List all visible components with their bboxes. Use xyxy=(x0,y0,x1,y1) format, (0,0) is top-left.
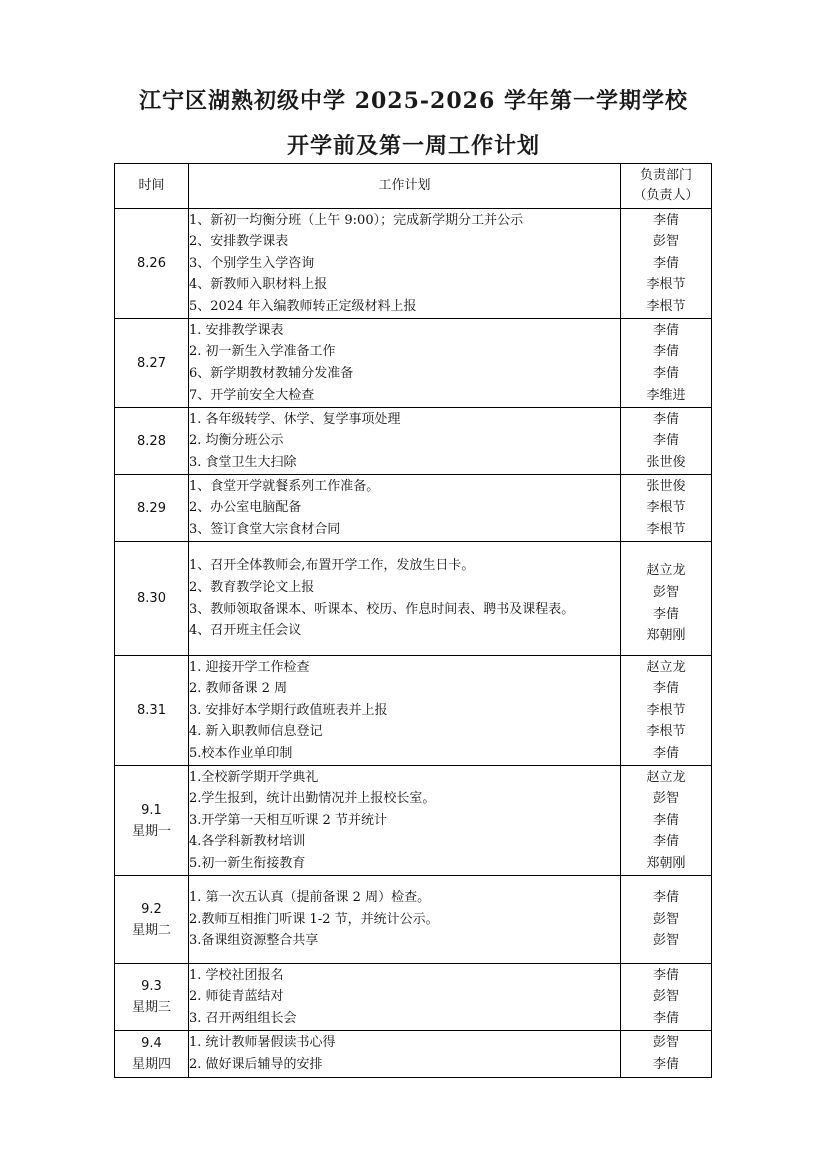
row-responsible-cell xyxy=(621,1031,712,1078)
row-responsible-cell xyxy=(621,766,712,876)
row-date-cell xyxy=(115,542,189,656)
task-item: 4. 新入职教师信息登记 xyxy=(189,724,323,740)
row-date-cell xyxy=(115,1031,189,1078)
responsible-person: 李倩 xyxy=(652,322,679,338)
responsible-person: 赵立龙 xyxy=(646,659,686,675)
task-item: 3. 食堂卫生大扫除 xyxy=(189,454,297,470)
row-date: 9.1 xyxy=(141,802,162,818)
row-responsible-cell xyxy=(621,542,712,656)
responsible-person: 李根节 xyxy=(646,702,686,718)
header-time: 时间 xyxy=(115,164,189,209)
row-tasks-cell xyxy=(189,766,621,876)
row-tasks-cell xyxy=(189,408,621,475)
task-item: 1、食堂开学就餐系列工作准备。 xyxy=(189,478,380,494)
task-item: 3. 安排好本学期行政值班表并上报 xyxy=(189,702,388,718)
row-date: 9.4 xyxy=(141,1036,162,1051)
row-date-cell xyxy=(115,964,189,1031)
task-item: 2. 师徒青蓝结对 xyxy=(189,989,284,1005)
responsible-person: 李倩 xyxy=(652,1010,679,1026)
task-item: 1. 迎接开学工作检查 xyxy=(189,659,310,675)
row-tasks-cell xyxy=(189,475,621,542)
task-item: 5.初一新生衔接教育 xyxy=(189,855,306,871)
row-date: 8.31 xyxy=(137,703,166,718)
row-date: 9.3 xyxy=(141,979,162,994)
row-responsible-cell xyxy=(621,656,712,766)
task-item: 2.学生报到，统计出勤情况并上报校长室。 xyxy=(189,791,436,807)
table-row xyxy=(115,408,712,475)
table-row xyxy=(115,876,712,964)
task-item: 2. 均衡分班公示 xyxy=(189,433,284,449)
responsible-person: 李倩 xyxy=(652,1057,679,1072)
task-item: 1. 各年级转学、休学、复学事项处理 xyxy=(189,411,401,427)
task-item: 2、办公室电脑配备 xyxy=(189,500,302,516)
task-item: 5.校本作业单印制 xyxy=(189,745,293,761)
row-date: 8.29 xyxy=(137,500,166,516)
task-item: 2. 教师备课 2 周 xyxy=(189,681,288,697)
work-plan-table xyxy=(114,163,712,1078)
responsible-person: 彭智 xyxy=(652,791,679,807)
responsible-person: 李倩 xyxy=(652,344,679,360)
responsible-person: 李维进 xyxy=(646,387,686,403)
responsible-person: 李倩 xyxy=(652,606,679,622)
row-date: 8.30 xyxy=(137,591,166,606)
row-tasks-cell xyxy=(189,209,621,319)
row-tasks-cell xyxy=(189,964,621,1031)
task-item: 3、教师领取备课本、听课本、校历、作息时间表、聘书及课程表。 xyxy=(189,601,575,617)
row-date-cell xyxy=(115,408,189,475)
row-responsible-cell xyxy=(621,964,712,1031)
row-tasks-cell xyxy=(189,542,621,656)
responsible-person: 李倩 xyxy=(652,890,679,906)
responsible-person: 郑朝刚 xyxy=(646,855,686,871)
responsible-person: 李倩 xyxy=(652,212,679,228)
row-date: 8.26 xyxy=(137,256,166,271)
table-row xyxy=(115,964,712,1031)
table-header-row xyxy=(115,164,712,209)
task-item: 3. 召开两组组长会 xyxy=(189,1010,297,1026)
responsible-person: 李倩 xyxy=(652,411,679,427)
table-row xyxy=(115,766,712,876)
responsible-person: 李倩 xyxy=(652,967,679,983)
responsible-person: 李根节 xyxy=(646,298,686,314)
table-row xyxy=(115,209,712,319)
document-title-line1: 江宁区湖熟初级中学 2025-2026 学年第一学期学校 xyxy=(139,88,688,114)
responsible-person: 李倩 xyxy=(652,834,679,850)
task-item: 4.各学科新教材培训 xyxy=(189,834,306,850)
task-item: 1、新初一均衡分班（上午 9:00）；完成新学期分工并公示 xyxy=(189,212,524,228)
row-date: 8.28 xyxy=(137,433,166,449)
document-title-line2: 开学前及第一周工作计划 xyxy=(286,133,540,159)
responsible-person: 李根节 xyxy=(646,521,686,537)
row-date-cell xyxy=(115,656,189,766)
responsible-person: 彭智 xyxy=(652,933,679,949)
task-item: 2.教师互相推门听课 1-2 节，并统计公示。 xyxy=(189,911,439,927)
table-row xyxy=(115,542,712,656)
row-date-cell xyxy=(115,766,189,876)
responsible-person: 彭智 xyxy=(652,1035,679,1051)
row-date-cell xyxy=(115,209,189,319)
row-tasks-cell xyxy=(189,319,621,408)
responsible-person: 李倩 xyxy=(652,255,679,271)
task-item: 1. 第一次五认真（提前备课 2 周）检查。 xyxy=(189,890,431,906)
task-item: 1.全校新学期开学典礼 xyxy=(189,769,319,785)
task-item: 6、新学期教材教辅分发准备 xyxy=(189,366,354,381)
row-tasks-cell xyxy=(189,876,621,964)
task-item: 3.备课组资源整合共享 xyxy=(189,933,319,949)
task-item: 2. 初一新生入学准备工作 xyxy=(189,344,336,360)
row-responsible-cell xyxy=(621,475,712,542)
table-row xyxy=(115,1031,712,1078)
task-item: 1. 安排教学课表 xyxy=(189,322,284,338)
responsible-person: 彭智 xyxy=(652,989,679,1005)
row-weekday: 星期一 xyxy=(131,823,171,839)
responsible-person: 李倩 xyxy=(652,681,679,697)
responsible-person: 郑朝刚 xyxy=(646,628,686,644)
row-weekday: 星期四 xyxy=(131,1057,171,1072)
task-item: 4、召开班主任会议 xyxy=(189,623,302,639)
row-date-cell xyxy=(115,475,189,542)
row-date-cell xyxy=(115,876,189,964)
task-item: 5、2024 年入编教师转正定级材料上报 xyxy=(189,298,417,314)
task-item: 2、安排教学课表 xyxy=(189,234,289,250)
responsible-person: 彭智 xyxy=(652,234,679,250)
row-weekday: 星期二 xyxy=(131,922,171,938)
responsible-person: 赵立龙 xyxy=(646,769,686,785)
responsible-person: 李根节 xyxy=(646,500,686,516)
responsible-person: 李倩 xyxy=(652,433,679,449)
row-responsible-cell xyxy=(621,209,712,319)
task-item: 2. 做好课后辅导的安排 xyxy=(189,1057,323,1072)
header-dept-line1: 负责部门 xyxy=(639,168,692,183)
row-responsible-cell xyxy=(621,408,712,475)
row-responsible-cell xyxy=(621,876,712,964)
task-item: 4、新教师入职材料上报 xyxy=(189,277,328,293)
task-item: 1. 学校社团报名 xyxy=(189,967,284,983)
responsible-person: 李倩 xyxy=(652,745,679,761)
task-item: 3、签订食堂大宗食材合同 xyxy=(189,521,341,537)
row-tasks-cell xyxy=(189,656,621,766)
responsible-person: 李倩 xyxy=(652,366,679,381)
responsible-person: 张世俊 xyxy=(646,478,686,494)
row-tasks-cell xyxy=(189,1031,621,1078)
task-item: 7、开学前安全大检查 xyxy=(189,387,315,403)
table-row xyxy=(115,656,712,766)
task-item: 1. 统计教师暑假读书心得 xyxy=(189,1035,336,1051)
responsible-person: 赵立龙 xyxy=(646,563,686,579)
row-weekday: 星期三 xyxy=(131,1000,171,1015)
responsible-person: 彭智 xyxy=(652,911,679,927)
table-body xyxy=(115,209,712,1078)
responsible-person: 李倩 xyxy=(652,812,679,828)
task-item: 3、个别学生入学咨询 xyxy=(189,255,315,271)
responsible-person: 张世俊 xyxy=(646,454,686,470)
task-item: 3.开学第一天相互听课 2 节并统计 xyxy=(189,812,387,828)
header-dept-line2: （负责人） xyxy=(633,188,699,203)
responsible-person: 李根节 xyxy=(646,724,686,740)
row-date: 9.2 xyxy=(141,901,162,917)
table-row xyxy=(115,319,712,408)
header-plan: 工作计划 xyxy=(189,164,621,209)
table-row xyxy=(115,475,712,542)
task-item: 1、召开全体教师会,布置开学工作，发放生日卡。 xyxy=(189,558,475,574)
row-date-cell xyxy=(115,319,189,408)
row-date: 8.27 xyxy=(137,355,166,371)
header-dept xyxy=(621,164,712,209)
responsible-person: 李根节 xyxy=(646,277,686,293)
responsible-person: 彭智 xyxy=(652,584,679,600)
task-item: 2、教育教学论文上报 xyxy=(189,579,315,595)
row-responsible-cell xyxy=(621,319,712,408)
